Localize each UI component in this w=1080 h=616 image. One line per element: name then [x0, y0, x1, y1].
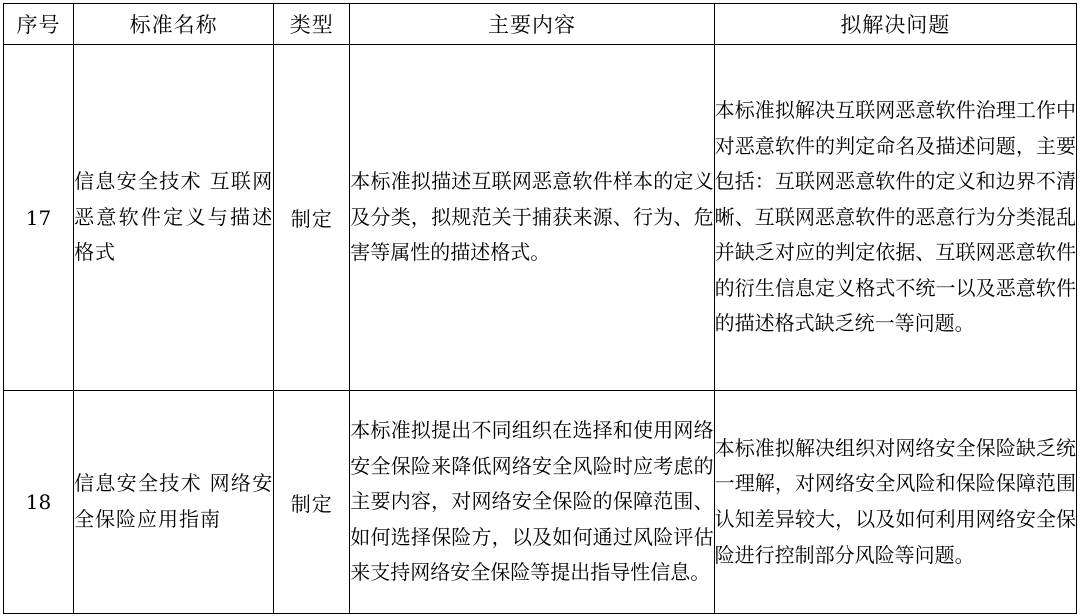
column-header-standard-name: 标准名称 [74, 4, 274, 45]
document-page [0, 3, 1080, 616]
table-body [4, 45, 1077, 614]
row-problem [714, 45, 1076, 391]
row-type: 制定 [274, 391, 350, 614]
table-header [4, 4, 1077, 45]
row-type: 制定 [274, 45, 350, 391]
problem-text: 本标准拟解决互联网恶意软件治理工作中对恶意软件的判定命名及描述问题，主要包括：互联网恶意软件的定义和边界不清晰、互联网恶意软件的恶意行为分类混乱并缺乏对应的判定依据、互联网恶意软件的衍生信息定义格式不统一以及恶意软件的描述格式缺乏统一等问题。 [714, 97, 1076, 336]
row-standard-name [74, 391, 274, 614]
main-content-text: 本标准拟描述互联网恶意软件样本的定义及分类，拟规范关于捕获来源、行为、危害等属性的描述格式。 [350, 169, 714, 265]
standards-table [3, 3, 1077, 614]
row-main-content [350, 391, 714, 614]
row-problem [714, 391, 1076, 614]
problem-text: 本标准拟解决组织对网络安全保险缺乏统一理解，对网络安全风险和保险保障范围认知差异较大，以及如何利用网络安全保险进行控制部分风险等问题。 [714, 435, 1076, 567]
column-header-problem: 拟解决问题 [714, 4, 1076, 45]
column-header-main-content: 主要内容 [350, 4, 714, 45]
row-standard-name [74, 45, 274, 391]
main-content-text: 本标准拟提出不同组织在选择和使用网络安全保险来降低网络安全风险时应考虑的主要内容，对网络安全保险的保障范围、如何选择保险方，以及如何通过风险评估来支持网络安全保险等提出指导性信息。 [350, 418, 714, 585]
column-header-sequence: 序号 [4, 4, 74, 45]
table-row [4, 45, 1077, 391]
table-row [4, 391, 1077, 614]
table-header-row [4, 4, 1077, 45]
column-header-type: 类型 [274, 4, 350, 45]
row-sequence-number: 18 [4, 391, 74, 614]
standard-name-text: 信息安全技术 网络安全保险应用指南 [74, 471, 274, 531]
standard-name-text: 信息安全技术 互联网恶意软件定义与描述格式 [74, 169, 274, 265]
row-sequence-number: 17 [4, 45, 74, 391]
row-main-content [350, 45, 714, 391]
